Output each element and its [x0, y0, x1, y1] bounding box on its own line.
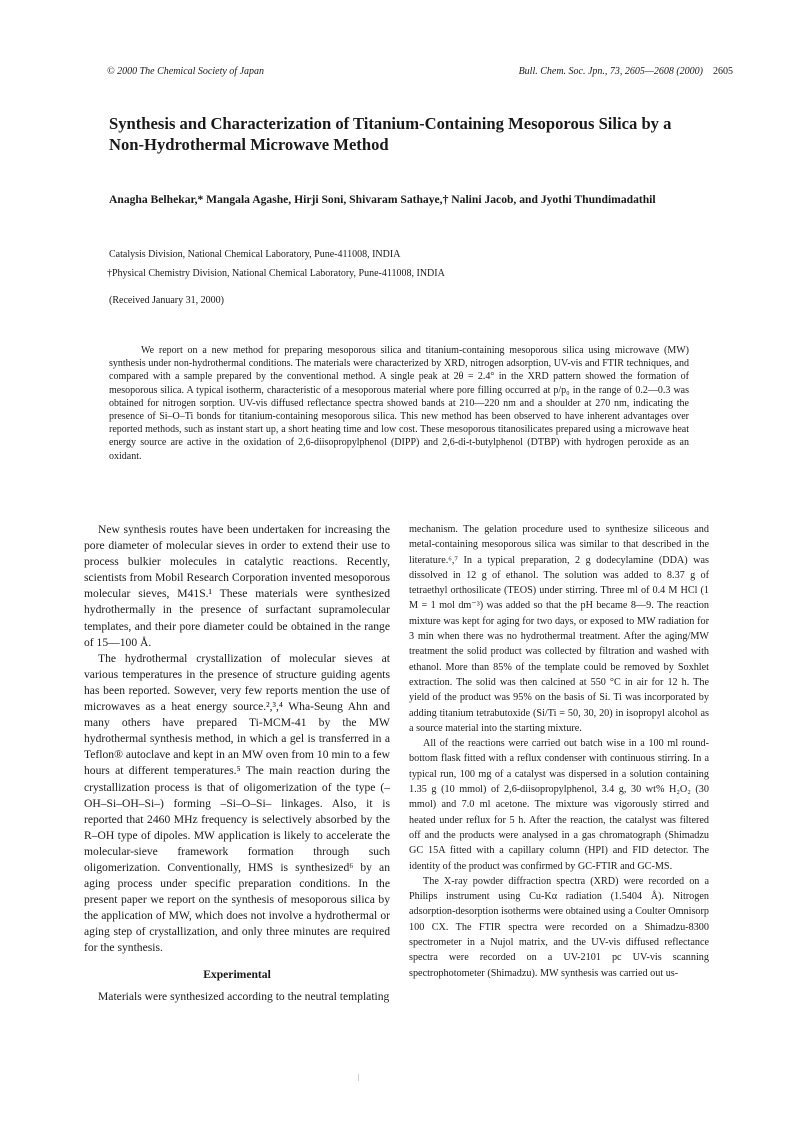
- running-header-journal: [519, 66, 733, 77]
- experimental-paragraph-4: The X-ray powder diffraction spectra (XRD) were recorded on a Philips instrument using Cu-Kα radiation (1.5404 Å). Nitrogen adsorption-desorption isotherms were obtained using a Coulter Omnisorp 100 CX. The FTIR spectra were recorded on a Shimadzu-8300 spectrometer in a Nujol matrix, and the UV-vis diffused reflectance spectra were recorded on a UV-2101 pc UV-vis scanning spectrophotometer (Shimadzu). MW synthesis was carried out us-: [409, 875, 709, 979]
- affiliation-catalysis: Catalysis Division, National Chemical Laboratory, Pune-411008, INDIA: [109, 249, 401, 260]
- body-column-right: [409, 522, 709, 981]
- affiliation-physical-chemistry: †Physical Chemistry Division, National Chemical Laboratory, Pune-411008, INDIA: [107, 268, 445, 279]
- page-number: 2605: [713, 66, 733, 77]
- experimental-paragraph-1: Materials were synthesized according to the neutral templating: [98, 989, 390, 1003]
- section-heading-experimental: Experimental: [203, 967, 271, 981]
- abstract: We report on a new method for preparing mesoporous silica and titanium-containing mesoporous silica using microwave (MW) synthesis under non-hydrothermal conditions. The materials were characterized by XRD, nitrogen adsorption, UV-vis and FTIR techniques, and compared with a sample prepared by the conventional method. A single peak at 2θ = 2.4° in the XRD pattern showed the formation of mesoporous silica. A typical isotherm, characteristic of a mesoporous material where pore filling occurred at p/p₀ in the range of 0.2—0.3 was obtained for nitrogen sorption. UV-vis diffused reflectance spectra showed bands at 210—220 nm and a shoulder at 270 nm, indicating the presence of Si–O–Ti bonds for titanium-containing mesoporous silica. This new method has been observed to have inherent advantages over reported methods, such as instant start up, a short heating time and low cost. These mesoporous titanosilicates prepared using a microwave heat energy source are active in the oxidation of 2,6-diisopropylphenol (DIPP) and 2,6-di-t-butylphenol (DTBP) with hydrogen peroxide as an oxidant.: [109, 345, 689, 462]
- experimental-paragraph-2: mechanism. The gelation procedure used to synthesize siliceous and metal-containing mesoporous silica was similar to that described in the literature.⁶,⁷ In a typical preparation, 2 g dodecylamine (DDA) was dissolved in 12 g of ethanol. The solution was added to 8.37 g of tetraethyl orthosilicate (TEOS) under stirring. Three ml of 0.4 M HCl (1 M = 1 mol dm⁻³) was added so that the pH became 8—9. The reaction mixture was kept for aging for two days, or exposed to MW radiation for 3 min when there was no hydrothermal treatment. After the aging/MW treatment the solid product was collected by filtration and washed with ethanol. More than 85% of the template could be removed by Soxhlet extraction. The solid was then calcined at 550 °C in air for 12 h. The yield of the product was 95% on the basis of Si. Ti was incorporated by adding titanium tetrabutoxide (Si/Ti = 50, 30, 20) in isopropyl alcohol as a source material into the starting mixture.: [409, 524, 709, 734]
- journal-citation: Bull. Chem. Soc. Jpn., 73, 2605—2608 (2000): [518, 66, 703, 77]
- experimental-paragraph-3: All of the reactions were carried out batch wise in a 100 ml round-bottom flask fitted with a reflux condenser with continuous stirring. In a typical run, 100 mg of a catalyst was dispersed in a solution containing 1.35 g (10 mmol) of 2,6-diisopropylphenol, 3.4 g, 30 wt% H₂O₂ (30 mmol) and 7.0 ml acetone. The mixture was vigorously stirred and heated under reflux for 5 h. After the reaction, the catalyst was filtered off and the products were analysed in a gas chromatograph (Shimadzu GC 15A fitted with a capillary column (HPI) and FID detector. The identity of the product was confirmed by GC-FTIR and GC-MS.: [409, 738, 709, 872]
- paper-title: Synthesis and Characterization of Titanium-Containing Mesoporous Silica by a Non-Hydrothermal Microwave Method: [109, 114, 672, 154]
- footer-tick: [358, 1074, 359, 1081]
- intro-paragraph-1: New synthesis routes have been undertaken for increasing the pore diameter of molecular sieves in order to extend their use to process bulkier molecules in catalytic reactions. Recently, scientists from Mobil Research Corporation invented mesoporous molecular sieves, M41S.¹ These materials were synthesized hydrothermally in the presence of surfactant supramolecular templates, and their pore diameter could be obtained in the range of 15—100 Å.: [84, 523, 390, 649]
- running-header-copyright: © 2000 The Chemical Society of Japan: [107, 66, 265, 77]
- body-column-left: [84, 522, 390, 1005]
- intro-paragraph-2: The hydrothermal crystallization of molecular sieves at various temperatures in the presence of structure guiding agents has been reported. Sowever, very few reports mention the use of microwaves as a heat energy source.²,³,⁴ Wha-Seung Ahn and many others have prepared Ti-MCM-41 by the MW hydrothermal synthesis method, in which a gel is transferred in a Teflon® autoclave and kept in an MW oven from 10 min to a few hours at different temperatures.⁵ The main reaction during the crystallization process is that of oligomerization of the type (–OH–Si–OH–Si–) forming –Si–O–Si– linkages. Also, it is reported that 2460 MHz frequency is selectively absorbed by the R–OH type of dipoles. MW application is likely to accelerate the molecular-sieve framework formation through such oligomerization. Conventionally, HMS is synthesized⁶ by an aging process under specific preparation conditions. In the present paper we report on the synthesis of mesoporous silica by the application of MW, which does not involve a hydrothermal or aging step of crystallization, and only three minutes are required for the synthesis.: [84, 651, 390, 955]
- received-date: (Received January 31, 2000): [109, 295, 224, 306]
- author-list: Anagha Belhekar,* Mangala Agashe, Hirji Soni, Shivaram Sathaye,† Nalini Jacob, and Jyothi Thundimadathil: [109, 193, 656, 206]
